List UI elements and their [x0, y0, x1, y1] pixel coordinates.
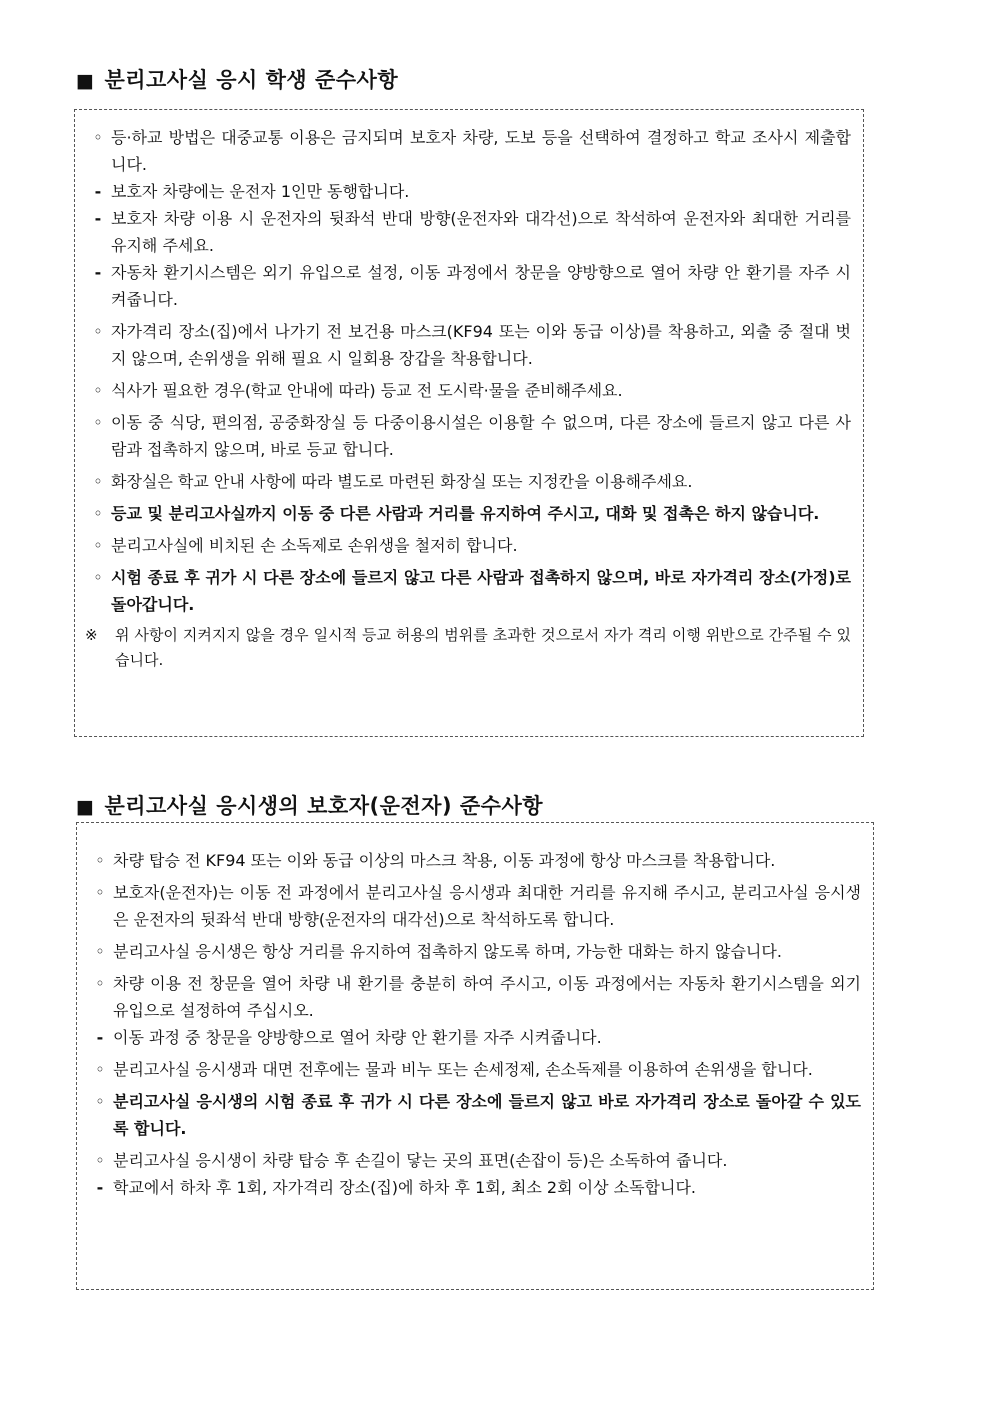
item-text: 이동 중 식당, 편의점, 공중화장실 등 다중이용시설은 이용할 수 없으며, 다른 장소에 들르지 않고 다른 사람과 접촉하지 않으며, 바로 등교 합니다. [111, 413, 851, 459]
item-text: 자가격리 장소(집)에서 나가기 전 보건용 마스크(KF94 또는 이와 동급 이상)를 착용하고, 외출 중 절대 벗지 않으며, 손위생을 위해 필요 시 일회용 장갑을 착용합니다. [111, 322, 851, 368]
list-item [87, 970, 861, 1024]
item-text: 차량 이용 전 창문을 열어 차량 내 환기를 충분히 하여 주시고, 이동 과정에서는 자동차 환기시스템을 외기 유입으로 설정하여 주십시오. [113, 974, 861, 1020]
note-item [85, 623, 851, 673]
list-item [87, 1056, 861, 1083]
circle-bullet-icon: ◦ [93, 472, 103, 491]
item-text: 등교 및 분리고사실까지 이동 중 다른 사람과 거리를 유지하여 주시고, 대화 및 접촉은 하지 않습니다. [111, 504, 820, 523]
circle-bullet-icon: ◦ [93, 504, 103, 523]
item-text: 시험 종료 후 귀가 시 다른 장소에 들르지 않고 다른 사람과 접촉하지 않으며, 바로 자가격리 장소(가정)로 돌아갑니다. [111, 568, 851, 614]
list-item [85, 124, 851, 178]
item-text: 차량 탑승 전 KF94 또는 이와 동급 이상의 마스크 착용, 이동 과정에 항상 마스크를 착용합니다. [113, 851, 776, 870]
list-item [85, 468, 851, 495]
list-item [85, 564, 851, 618]
circle-bullet-icon: ◦ [93, 413, 103, 432]
circle-bullet-icon: ◦ [95, 974, 105, 993]
circle-bullet-icon: ◦ [95, 883, 105, 902]
item-text: 분리고사실 응시생의 시험 종료 후 귀가 시 다른 장소에 들르지 않고 바로 자가격리 장소로 돌아갈 수 있도록 합니다. [113, 1092, 861, 1138]
section1-box [74, 109, 864, 737]
dash-bullet-icon: - [96, 1178, 104, 1197]
note-text: 위 사항이 지켜지지 않을 경우 일시적 등교 허용의 범위를 초과한 것으로서 자가 격리 이행 위반으로 간주될 수 있습니다. [115, 626, 851, 669]
list-item [85, 500, 851, 527]
section2-heading [76, 790, 543, 820]
circle-bullet-icon: ◦ [95, 851, 105, 870]
item-text: 자동차 환기시스템은 외기 유입으로 설정, 이동 과정에서 창문을 양방향으로 열어 차량 안 환기를 자주 시켜줍니다. [111, 263, 851, 309]
list-item [85, 259, 851, 313]
section1-heading [76, 64, 398, 94]
circle-bullet-icon: ◦ [93, 322, 103, 341]
item-text: 보호자(운전자)는 이동 전 과정에서 분리고사실 응시생과 최대한 거리를 유지해 주시고, 분리고사실 응시생은 운전자의 뒷좌석 반대 방향(운전자의 대각선)으로 착석하도록 합니다. [113, 883, 861, 929]
item-text: 분리고사실 응시생과 대면 전후에는 물과 비누 또는 손세정제, 손소독제를 이용하여 손위생을 합니다. [113, 1060, 813, 1079]
item-text: 분리고사실 응시생은 항상 거리를 유지하여 접촉하지 않도록 하며, 가능한 대화는 하지 않습니다. [113, 942, 782, 961]
item-text: 화장실은 학교 안내 사항에 따라 별도로 마련된 화장실 또는 지정칸을 이용해주세요. [111, 472, 693, 491]
list-item [87, 1174, 861, 1201]
circle-bullet-icon: ◦ [95, 1151, 105, 1170]
dash-bullet-icon: - [94, 209, 102, 228]
list-item [85, 178, 851, 205]
list-item [87, 847, 861, 874]
item-text: 등·하교 방법은 대중교통 이용은 금지되며 보호자 차량, 도보 등을 선택하여 결정하고 학교 조사시 제출합니다. [111, 128, 851, 174]
item-text: 보호자 차량에는 운전자 1인만 동행합니다. [111, 182, 410, 201]
list-item [87, 1088, 861, 1142]
square-bullet-icon: ■ [76, 70, 95, 92]
list-item [85, 205, 851, 259]
circle-bullet-icon: ◦ [93, 536, 103, 555]
section1-title: 분리고사실 응시 학생 준수사항 [104, 68, 399, 92]
dash-bullet-icon: - [96, 1028, 104, 1047]
circle-bullet-icon: ◦ [95, 1092, 105, 1111]
item-text: 보호자 차량 이용 시 운전자의 뒷좌석 반대 방향(운전자와 대각선)으로 착석하여 운전자와 최대한 거리를 유지해 주세요. [111, 209, 851, 255]
list-item [87, 879, 861, 933]
section2-title: 분리고사실 응시생의 보호자(운전자) 준수사항 [104, 794, 544, 818]
item-text: 분리고사실 응시생이 차량 탑승 후 손길이 닿는 곳의 표면(손잡이 등)은 소독하여 줍니다. [113, 1151, 728, 1170]
circle-bullet-icon: ◦ [95, 1060, 105, 1079]
list-item [85, 532, 851, 559]
item-text: 분리고사실에 비치된 손 소독제로 손위생을 철저히 합니다. [111, 536, 518, 555]
list-item [85, 318, 851, 372]
list-item [87, 1147, 861, 1174]
list-item [87, 938, 861, 965]
circle-bullet-icon: ◦ [93, 128, 103, 147]
item-text: 이동 과정 중 창문을 양방향으로 열어 차량 안 환기를 자주 시켜줍니다. [113, 1028, 602, 1047]
circle-bullet-icon: ◦ [93, 568, 103, 587]
square-bullet-icon: ■ [76, 796, 95, 818]
reference-mark-icon: ※ [85, 626, 98, 644]
list-item [85, 409, 851, 463]
item-text: 식사가 필요한 경우(학교 안내에 따라) 등교 전 도시락·물을 준비해주세요. [111, 381, 623, 400]
item-text: 학교에서 하차 후 1회, 자가격리 장소(집)에 하차 후 1회, 최소 2회 이상 소독합니다. [113, 1178, 696, 1197]
section2-box [76, 822, 874, 1290]
dash-bullet-icon: - [94, 263, 102, 282]
circle-bullet-icon: ◦ [95, 942, 105, 961]
dash-bullet-icon: - [94, 182, 102, 201]
list-item [85, 377, 851, 404]
list-item [87, 1024, 861, 1051]
circle-bullet-icon: ◦ [93, 381, 103, 400]
